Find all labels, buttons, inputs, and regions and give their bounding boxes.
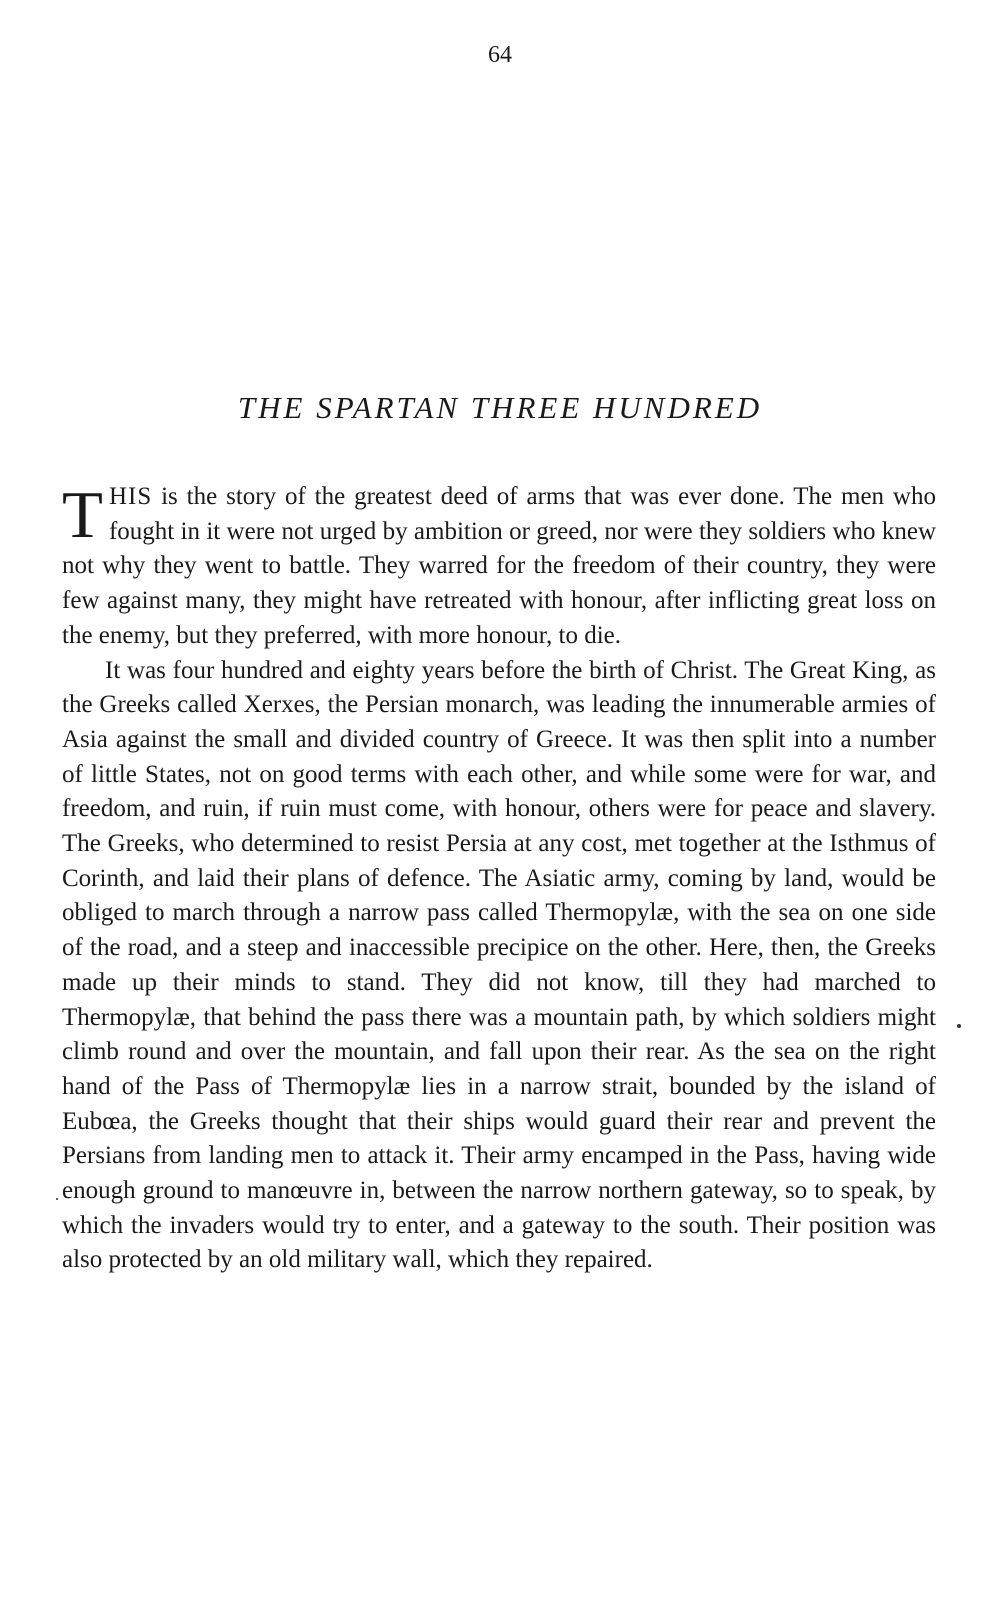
paragraph-opener: HIS [108,483,153,510]
scan-speck [957,1024,961,1028]
body-text [62,480,936,1278]
chapter-title: THE SPARTAN THREE HUNDRED [237,390,763,425]
paragraph-1-text: is the story of the greatest deed of arms that was ever done. The men who fought in it were not urged by ambition or greed, nor were they soldiers who knew not why they went to battle. They warred for the freedom of their country, they were few against many, they might have retreated with honour, after inflicting great loss on the enemy, but they preferred, with more honour, to die. [62,483,936,649]
scan-speck [56,1198,58,1200]
paragraph-1 [62,480,936,654]
page-number: 64 [488,42,512,68]
drop-cap: T [62,478,103,552]
paragraph-2: It was four hundred and eighty years before the birth of Christ. The Great King, as the Greeks called Xerxes, the Persian monarch, was leading the innumerable armies of Asia against the small and divided country of Greece. It was then split into a number of little States, not on good terms with each other, and while some were for war, and freedom, and ruin, if ruin must come, with honour, others were for peace and slavery. The Greeks, who determined to resist Persia at any cost, met together at the Isthmus of Corinth, and laid their plans of defence. The Asiatic army, coming by land, would be obliged to march through a narrow pass called Thermopylæ, with the sea on one side of the road, and a steep and inaccessible precipice on the other. Here, then, the Greeks made up their minds to stand. They did not know, till they had marched to Thermopylæ, that behind the pass there was a mountain path, by which soldiers might climb round and over the mountain, and fall upon their rear. As the sea on the right hand of the Pass of Thermopylæ lies in a narrow strait, bounded by the island of Eubœa, the Greeks thought that their ships would guard their rear and prevent the Persians from landing men to attack it. Their army encamped in the Pass, having wide enough ground to manœuvre in, between the narrow northern gateway, so to speak, by which the invaders would try to enter, and a gateway to the south. Their position was also protected by an old military wall, which they repaired. [62,656,936,1274]
